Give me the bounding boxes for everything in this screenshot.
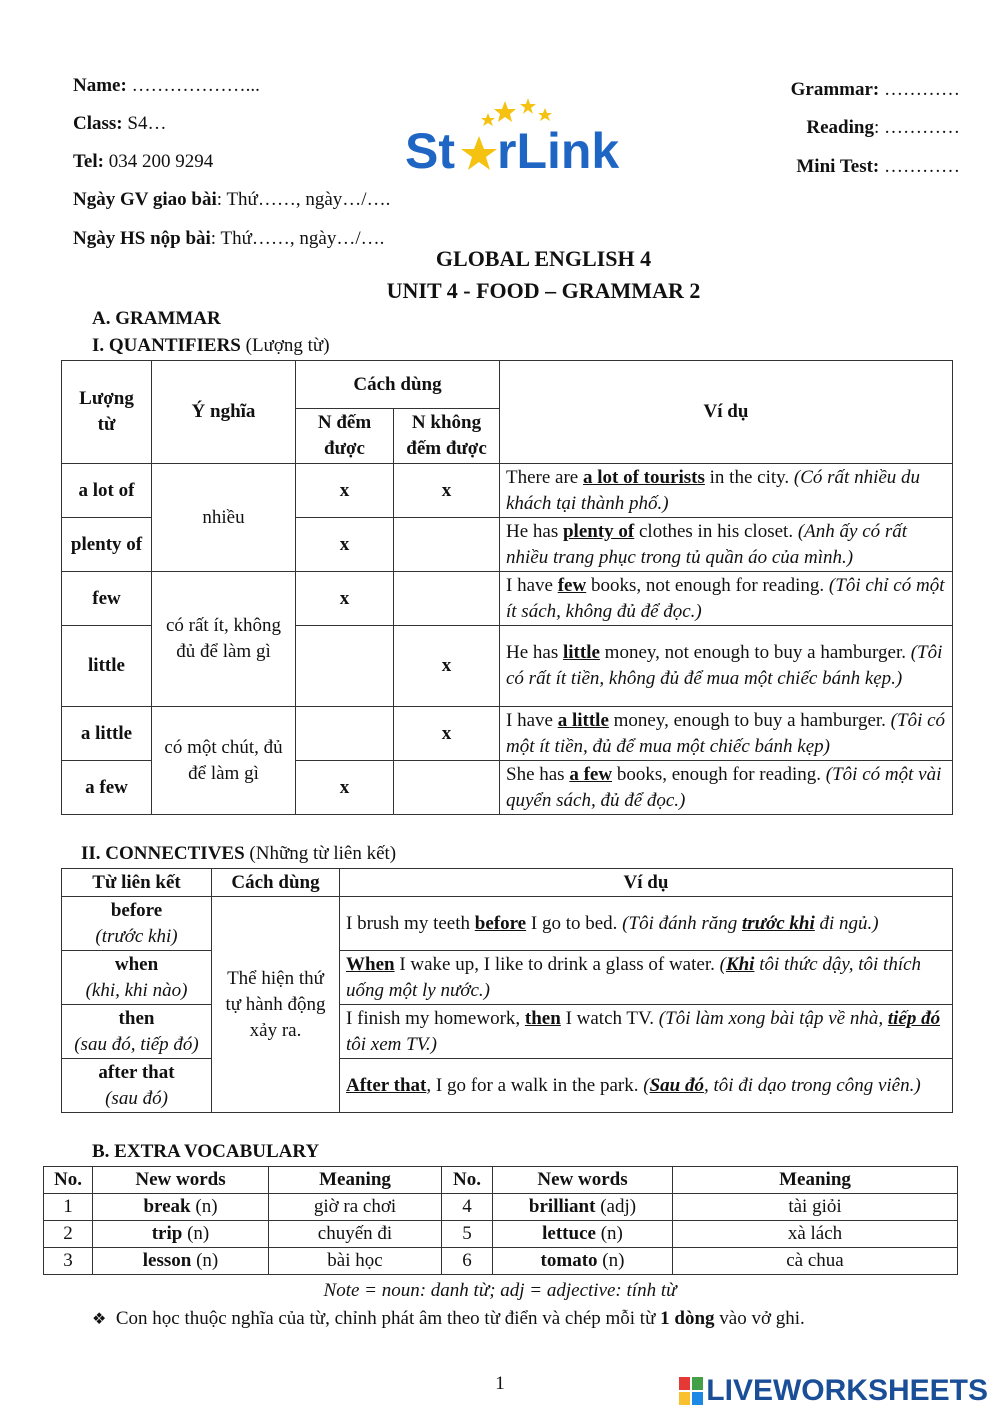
connective-usage: Thể hiện thứ tự hành động xảy ra. bbox=[212, 897, 340, 1113]
section-a-heading: A. GRAMMAR bbox=[92, 308, 221, 329]
example-cell: He has plenty of clothes in his closet. (Anh ấy có rất nhiều trang phục trong tủ quần áo của mình.) bbox=[500, 518, 953, 572]
table-row: when (khi, khi nào) When I wake up, I like to drink a glass of water. (Khi tôi thức dậy, tôi thích uống một ly nước.) bbox=[62, 951, 953, 1005]
submit-date-line: Ngày HS nộp bài: Thứ……, ngày…/…. bbox=[73, 228, 385, 249]
table-row: 2 trip (n) chuyến đi 5 lettuce (n) xà lách bbox=[44, 1221, 958, 1248]
col-header-meaning: Meaning bbox=[269, 1167, 442, 1194]
assign-date-line: Ngày GV giao bài: Thứ……, ngày…/…. bbox=[73, 189, 391, 210]
meaning-few: có rất ít, không đủ để làm gì bbox=[152, 572, 296, 707]
liveworksheets-logo: LIVEWORKSHEETS bbox=[679, 1374, 988, 1408]
table-row: then (sau đó, tiếp đó) I finish my homework, then I watch TV. (Tôi làm xong bài tập về nhà, tiếp đó tôi xem TV.) bbox=[62, 1005, 953, 1059]
instruction-line: ❖ Con học thuộc nghĩa của từ, chỉnh phát âm theo từ điển và chép mỗi từ 1 dòng vào vở ghi. bbox=[92, 1308, 805, 1329]
col-header-words: New words bbox=[493, 1167, 673, 1194]
col-header-no: No. bbox=[442, 1167, 493, 1194]
title-line-1: GLOBAL ENGLISH 4 bbox=[435, 246, 652, 271]
connectives-heading: II. CONNECTIVES (Những từ liên kết) bbox=[81, 843, 397, 864]
col-header-usage: Cách dùng bbox=[212, 869, 340, 897]
logo-stars-icon bbox=[405, 96, 650, 176]
example-cell: She has a few books, enough for reading. (Tôi có một vài quyển sách, đủ để đọc.) bbox=[500, 761, 953, 815]
col-header-words: New words bbox=[93, 1167, 269, 1194]
example-cell: I finish my homework, then I watch TV. (Tôi làm xong bài tập về nhà, tiếp đó tôi xem TV.) bbox=[340, 1005, 953, 1059]
example-cell: I have a little money, enough to buy a hamburger. (Tôi có một ít tiền, đủ để mua một chiếc bánh kẹp) bbox=[500, 707, 953, 761]
col-header-connective: Từ liên kết bbox=[62, 869, 212, 897]
grammar-score: Grammar: ………… bbox=[790, 79, 960, 100]
vocab-table bbox=[43, 1166, 958, 1275]
col-header-countable: N đếm được bbox=[296, 409, 394, 464]
table-row: a few x She has a few books, enough for reading. (Tôi có một vài quyển sách, đủ để đọc.) bbox=[62, 761, 953, 815]
col-header-usage: Cách dùng bbox=[296, 361, 500, 409]
minitest-score: Mini Test: ………… bbox=[796, 156, 960, 177]
example-cell: After that, I go for a walk in the park. (Sau đó, tôi đi dạo trong công viên.) bbox=[340, 1059, 953, 1113]
table-row: after that (sau đó) After that, I go for a walk in the park. (Sau đó, tôi đi dạo trong công viên.) bbox=[62, 1059, 953, 1113]
example-cell: He has little money, not enough to buy a hamburger. (Tôi có rất ít tiền, không đủ để mua một chiếc bánh kẹp.) bbox=[500, 626, 953, 707]
vocab-heading: B. EXTRA VOCABULARY bbox=[92, 1141, 320, 1162]
example-cell: I have few books, not enough for reading. (Tôi chỉ có một ít sách, không đủ để đọc.) bbox=[500, 572, 953, 626]
page-number: 1 bbox=[495, 1373, 505, 1394]
table-row: before (trước khi) Thể hiện thứ tự hành động xảy ra. I brush my teeth before I go to bed. (Tôi đánh răng trước khi đi ngủ.) bbox=[62, 897, 953, 951]
example-cell: When I wake up, I like to drink a glass of water. (Khi tôi thức dậy, tôi thích uống một ly nước.) bbox=[340, 951, 953, 1005]
table-row: a little có một chút, đủ để làm gì x I have a little money, enough to buy a hamburger. (Tôi có một ít tiền, đủ để mua một chiếc bánh kẹp) bbox=[62, 707, 953, 761]
svg-text:rLink: rLink bbox=[497, 123, 620, 176]
quantifiers-heading: I. QUANTIFIERS (Lượng từ) bbox=[92, 335, 330, 356]
starlink-logo bbox=[405, 96, 650, 176]
example-cell: I brush my teeth before I go to bed. (Tôi đánh răng trước khi đi ngủ.) bbox=[340, 897, 953, 951]
table-row: a lot of nhiều x x There are a lot of tourists in the city. (Có rất nhiều du khách tại thành phố.) bbox=[62, 464, 953, 518]
connectives-table bbox=[61, 868, 953, 1113]
class-line: Class: S4… bbox=[73, 113, 167, 134]
col-header-example: Ví dụ bbox=[340, 869, 953, 897]
table-row: 1 break (n) giờ ra chơi 4 brilliant (adj) tài giỏi bbox=[44, 1194, 958, 1221]
col-header-no: No. bbox=[44, 1167, 93, 1194]
name-line: Name: ………………... bbox=[73, 75, 260, 96]
table-row: 3 lesson (n) bài học 6 tomato (n) cà chua bbox=[44, 1248, 958, 1275]
col-header-uncountable: N không đếm được bbox=[394, 409, 500, 464]
reading-score: Reading: ………… bbox=[806, 117, 960, 138]
meaning-many: nhiều bbox=[152, 464, 296, 572]
liveworksheets-badge-icon bbox=[679, 1377, 703, 1405]
table-row: plenty of x He has plenty of clothes in his closet. (Anh ấy có rất nhiều trang phục trong tủ quần áo của mình.) bbox=[62, 518, 953, 572]
vocab-note: Note = noun: danh từ; adj = adjective: tính từ bbox=[323, 1280, 677, 1301]
title-line-2: UNIT 4 - FOOD – GRAMMAR 2 bbox=[386, 278, 701, 303]
col-header-word: Lượng từ bbox=[62, 361, 152, 464]
quantifiers-table bbox=[61, 360, 953, 815]
col-header-meaning: Ý nghĩa bbox=[152, 361, 296, 464]
col-header-example: Ví dụ bbox=[500, 361, 953, 464]
diamond-bullet-icon: ❖ bbox=[92, 1309, 107, 1328]
svg-text:St: St bbox=[405, 123, 455, 176]
meaning-some: có một chút, đủ để làm gì bbox=[152, 707, 296, 815]
tel-line: Tel: 034 200 9294 bbox=[73, 151, 214, 172]
col-header-meaning: Meaning bbox=[673, 1167, 958, 1194]
table-row: little x He has little money, not enough to buy a hamburger. (Tôi có rất ít tiền, không đủ để mua một chiếc bánh kẹp.) bbox=[62, 626, 953, 707]
example-cell: There are a lot of tourists in the city. (Có rất nhiều du khách tại thành phố.) bbox=[500, 464, 953, 518]
table-row: few có rất ít, không đủ để làm gì x I have few books, not enough for reading. (Tôi chỉ có một ít sách, không đủ để đọc.) bbox=[62, 572, 953, 626]
